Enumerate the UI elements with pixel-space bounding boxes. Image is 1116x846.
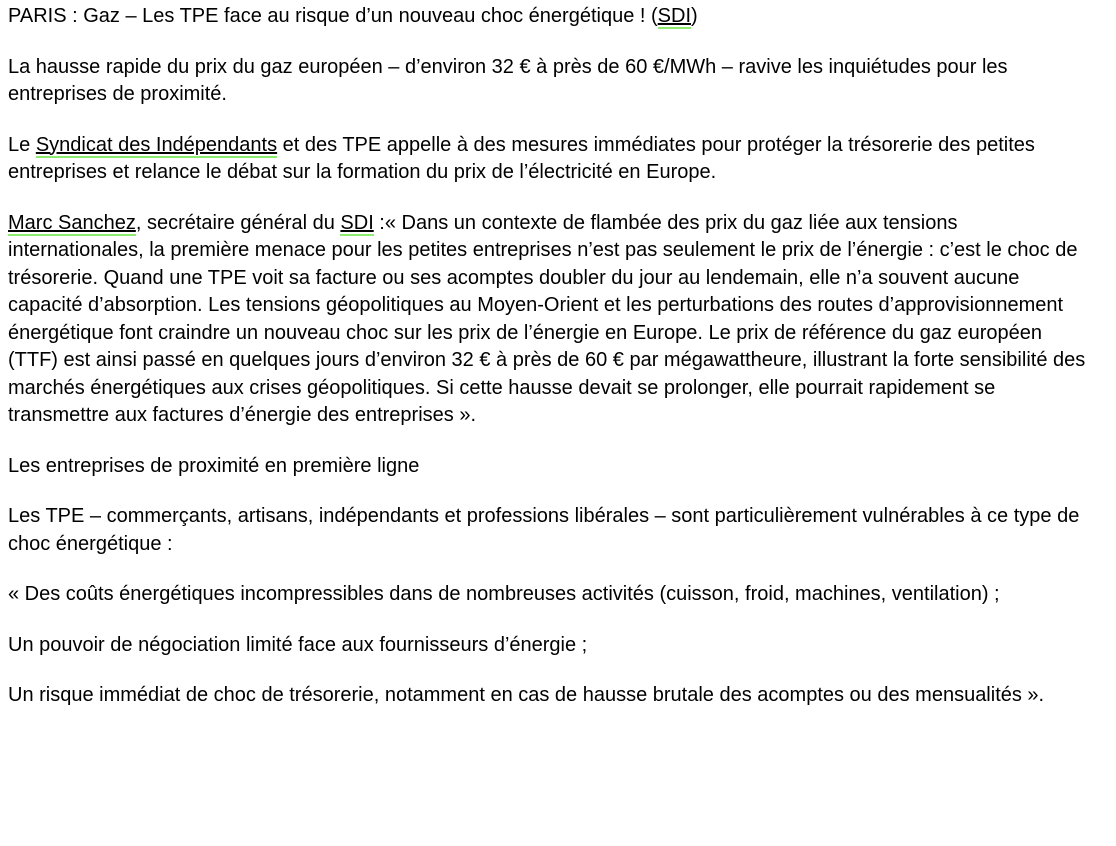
- inline-link[interactable]: Syndicat des Indépendants: [35, 133, 278, 156]
- paragraph-subheading: Les entreprises de proximité en première ligne: [8, 454, 420, 477]
- paragraph-list-item-couts: « Des coûts énergétiques incompressibles dans de nombreuses activités (cuisson, froid, machines, ventilation) ;: [8, 583, 1000, 605]
- inline-link[interactable]: SDI: [340, 211, 374, 234]
- paragraph-list-item-negociation: Un pouvoir de négociation limité face aux fournisseurs d’énergie ;: [8, 633, 588, 656]
- inline-link[interactable]: SDI: [657, 5, 691, 27]
- paragraph-sdi-appeal: Le Syndicat des Indépendants et des TPE appelle à des mesures immédiates pour protéger la trésorerie des petites entreprises et relance le débat sur la formation du prix de l’électricité en Europe.: [8, 133, 1035, 183]
- paragraph-tpe-vulnerables: Les TPE – commerçants, artisans, indépendants et professions libérales – sont particulièrement vulnérables à ce type de choc énergétique :: [8, 505, 1080, 555]
- headline-paragraph: PARIS : Gaz – Les TPE face au risque d’un nouveau choc énergétique ! (SDI): [8, 5, 698, 27]
- article-body: [8, 3, 1096, 710]
- paragraph-intro: La hausse rapide du prix du gaz européen – d’environ 32 € à près de 60 €/MWh – ravive les inquiétudes pour les entreprises de proximité.: [8, 55, 1008, 105]
- paragraph-list-item-tresorerie: Un risque immédiat de choc de trésorerie, notamment en cas de hausse brutale des acomptes ou des mensualités ».: [8, 684, 1045, 706]
- inline-link[interactable]: Marc Sanchez: [8, 211, 136, 234]
- paragraph-quote-marc-sanchez: Marc Sanchez, secrétaire général du SDI :« Dans un contexte de flambée des prix du gaz liée aux tensions internationales, la première menace pour les petites entreprises n’est pas seulement le prix de l’énergie : c’est le choc de trésorerie. Quand une TPE voit sa facture ou ses acomptes doubler du jour au lendemain, elle n’a souvent aucune capacité d’absorption. Les tensions géopolitiques au Moyen-Orient et les perturbations des routes d’approvisionnement énergétique font craindre un nouveau choc sur les prix de l’énergie en Europe. Le prix de référence du gaz européen (TTF) est ainsi passé en quelques jours d’environ 32 € à près de 60 € par mégawattheure, illustrant la forte sensibilité des marchés énergétiques aux crises géopolitiques. Si cette hausse devait se prolonger, elle pourrait rapidement se transmettre aux factures d’énergie des entreprises ».: [8, 211, 1086, 426]
